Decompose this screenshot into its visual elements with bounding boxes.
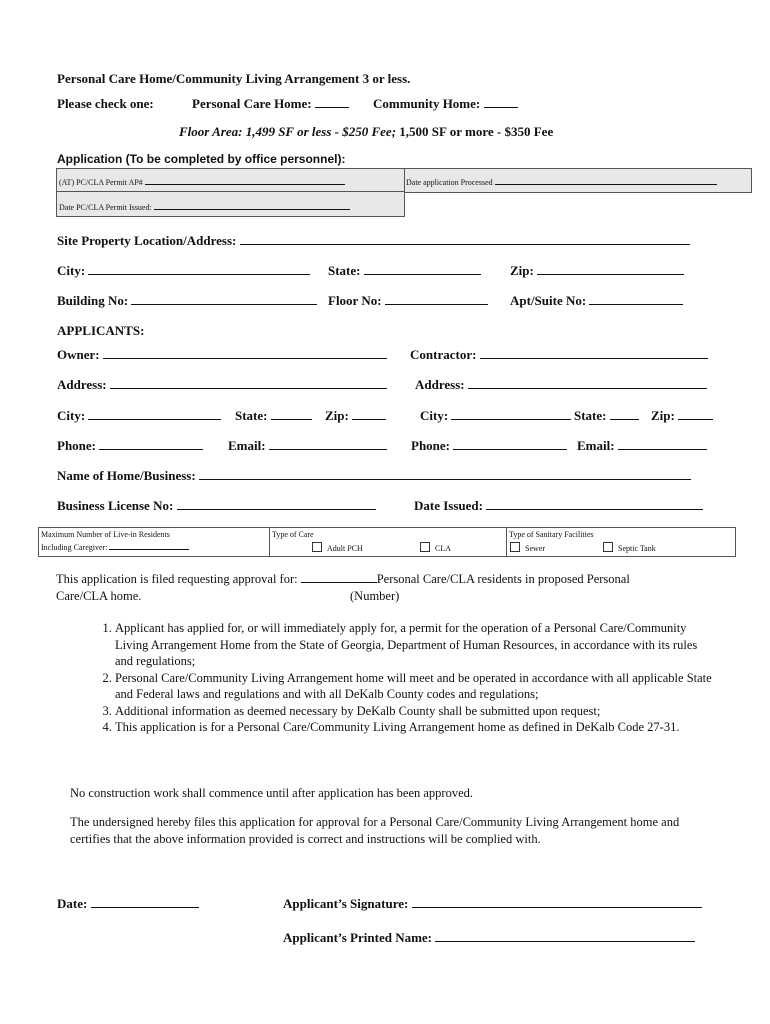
license-field[interactable] [57,498,376,514]
owner-email-field[interactable] [228,438,387,454]
condition-item: 2. Personal Care/Community Living Arrangement home will meet and be operated in accordance with all applicable State and Federal laws and regulations and with all DeKalb County codes and regulations; [115,670,715,703]
owner-address-field[interactable] [57,377,387,393]
owner-state-label: State: [235,408,268,423]
conditions-list [115,620,715,736]
cla-label: CLA [435,544,451,553]
contractor-email-label: Email: [577,438,615,453]
permit-ap-line[interactable] [145,177,345,185]
max-residents-line[interactable] [109,542,189,550]
site-zip-label: Zip: [510,263,534,278]
owner-zip-label: Zip: [325,408,349,423]
contractor-city-field[interactable] [420,408,571,424]
license-line[interactable] [177,499,376,510]
contractor-email-line[interactable] [618,439,707,450]
contractor-state-field[interactable] [574,408,639,424]
contractor-phone-label: Phone: [411,438,450,453]
owner-state-field[interactable] [235,408,312,424]
owner-zip-line[interactable] [352,409,386,420]
contractor-state-line[interactable] [610,409,639,420]
signature-field[interactable] [283,896,702,912]
apt-line[interactable] [589,294,683,305]
request-text-3: Care/CLA home. [56,589,142,603]
floor-field[interactable] [328,293,488,309]
signature-label: Applicant’s Signature: [283,896,409,911]
pch-check-field[interactable] [315,97,349,108]
sign-date-field[interactable] [57,896,199,912]
printed-name-field[interactable] [283,930,695,946]
sign-date-label: Date: [57,896,88,911]
license-date-field[interactable] [414,498,703,514]
request-line-1 [56,571,630,588]
site-location-line[interactable] [240,234,690,245]
printed-name-label: Applicant’s Printed Name: [283,930,433,945]
owner-city-field[interactable] [57,408,221,424]
contractor-address-label: Address: [415,377,465,392]
option-community-home[interactable] [373,96,518,112]
permit-ap-field[interactable] [59,177,345,187]
condition-item: 4. This application is for a Personal Care/Community Living Arrangement home as defined in DeKalb Code 27-31. [115,719,715,736]
license-label: Business License No: [57,498,174,513]
owner-zip-field[interactable] [325,408,386,424]
license-date-line[interactable] [486,499,703,510]
owner-phone-line[interactable] [99,439,203,450]
sewer-option[interactable] [510,542,545,553]
date-issued-office-field[interactable] [59,202,350,212]
contractor-email-field[interactable] [577,438,707,454]
contractor-line[interactable] [480,348,708,359]
sanitary-label: Type of Sanitary Facilities [509,530,594,539]
owner-phone-label: Phone: [57,438,96,453]
owner-city-line[interactable] [88,409,221,420]
floor-label: Floor No: [328,293,382,308]
building-line[interactable] [131,294,317,305]
no-construction-text: No construction work shall commence until after application has been approved. [70,786,473,800]
owner-address-line[interactable] [110,378,387,389]
contractor-zip-field[interactable] [651,408,713,424]
date-processed-line[interactable] [495,177,717,185]
building-field[interactable] [57,293,317,309]
adult-pch-checkbox[interactable] [312,542,322,552]
building-label: Building No: [57,293,129,308]
owner-address-label: Address: [57,377,107,392]
residents-number-line[interactable] [301,572,377,583]
contractor-address-field[interactable] [415,377,707,393]
site-state-line[interactable] [364,264,481,275]
site-location-field[interactable] [57,233,690,249]
cla-checkbox[interactable] [420,542,430,552]
fee-large: 1,500 SF or more - $350 Fee [399,124,554,139]
owner-field[interactable] [57,347,387,363]
contractor-phone-field[interactable] [411,438,567,454]
adult-pch-option[interactable] [312,542,363,553]
cla-option[interactable] [420,542,451,553]
site-location-label: Site Property Location/Address: [57,233,237,248]
date-processed-field[interactable] [406,177,717,187]
max-residents-label-2: Including Caregiver: [41,543,108,552]
contractor-label: Contractor: [410,347,477,362]
request-text-1: This application is filed requesting approval for: [56,572,298,586]
site-state-label: State: [328,263,361,278]
permit-ap-label: (AT) PC/CLA Permit AP# [59,178,143,187]
contractor-state-label: State: [574,408,607,423]
date-issued-office-line[interactable] [154,202,350,210]
contractor-address-line[interactable] [468,378,707,389]
floor-line[interactable] [385,294,488,305]
apt-field[interactable] [510,293,683,309]
request-text-2: Personal Care/CLA residents in proposed Personal [376,572,630,586]
fee-line [179,124,553,140]
condition-item: 1. Applicant has applied for, or will immediately apply for, a permit for the operation of a Personal Care/Community Living Arrangement Home from the State of Georgia, Department of Human Resources, in accordance with its rules and regulations; [115,620,715,670]
owner-label: Owner: [57,347,100,362]
apt-label: Apt/Suite No: [510,293,587,308]
office-heading: Application (To be completed by office personnel): [57,152,346,166]
date-processed-label: Date application Processed [406,178,493,187]
fee-small: Floor Area: 1,499 SF or less - $250 Fee; [179,124,397,139]
owner-phone-field[interactable] [57,438,203,454]
contractor-city-label: City: [420,408,449,423]
home-name-label: Name of Home/Business: [57,468,196,483]
sign-date-line[interactable] [91,897,199,908]
office-divider [56,191,404,192]
adult-pch-label: Adult PCH [327,544,363,553]
max-residents-field[interactable] [41,542,189,552]
contractor-field[interactable] [410,347,708,363]
contractor-phone-line[interactable] [453,439,567,450]
option-ch-label: Community Home: [373,96,481,111]
license-date-label: Date Issued: [414,498,483,513]
owner-email-label: Email: [228,438,266,453]
date-issued-office-label: Date PC/CLA Permit Issued: [59,203,152,212]
site-city-field[interactable] [57,263,310,279]
septic-option[interactable] [603,542,656,553]
sewer-label: Sewer [525,544,545,553]
owner-email-line[interactable] [269,439,387,450]
check-one-label: Please check one: [57,96,154,111]
contractor-city-line[interactable] [451,409,571,420]
ch-check-field[interactable] [484,97,518,108]
site-state-field[interactable] [328,263,481,279]
owner-city-label: City: [57,408,86,423]
max-residents-label-1: Maximum Number of Live-in Residents [41,530,170,539]
owner-state-line[interactable] [271,409,312,420]
option-personal-care-home[interactable] [192,96,349,112]
site-zip-field[interactable] [510,263,684,279]
condition-item: 3. Additional information as deemed necessary by DeKalb County shall be submitted upon request; [115,703,715,720]
type-care-label: Type of Care [272,530,314,539]
option-pch-label: Personal Care Home: [192,96,312,111]
site-city-label: City: [57,263,86,278]
contractor-zip-label: Zip: [651,408,675,423]
form-title: Personal Care Home/Community Living Arrangement 3 or less. [57,71,411,86]
applicants-heading: APPLICANTS: [57,323,145,338]
site-zip-line[interactable] [537,264,684,275]
septic-checkbox[interactable] [603,542,613,552]
signature-line[interactable] [412,897,702,908]
home-name-line[interactable] [199,469,691,480]
sewer-checkbox[interactable] [510,542,520,552]
printed-name-line[interactable] [435,931,695,942]
certify-text: The undersigned hereby files this application for approval for a Personal Care/Community Living Arrangement home and certifies that the above information provided is correct and instructions will be complied with. [70,815,680,846]
site-city-line[interactable] [88,264,310,275]
owner-line[interactable] [103,348,387,359]
home-name-field[interactable] [57,468,691,484]
septic-label: Septic Tank [618,544,656,553]
contractor-zip-line[interactable] [678,409,713,420]
number-label: (Number) [350,589,400,603]
